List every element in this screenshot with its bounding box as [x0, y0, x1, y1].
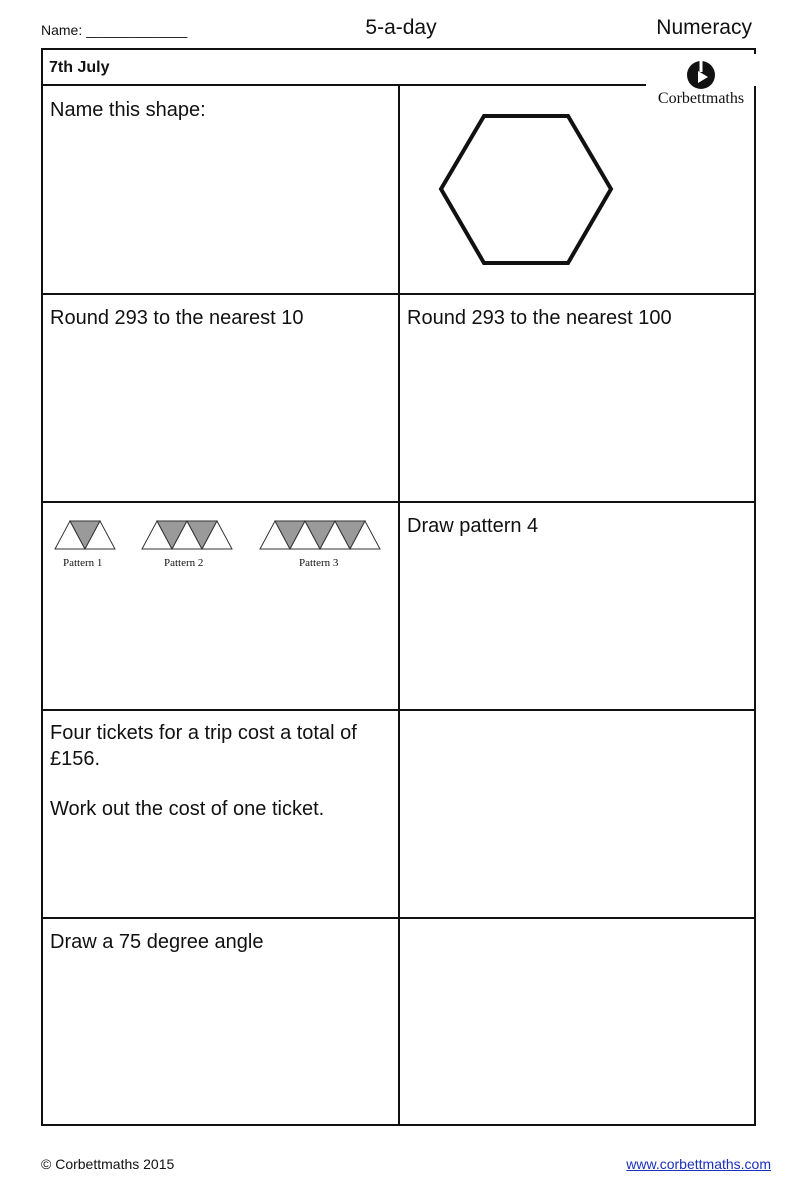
worksheet-title: 5-a-day [365, 16, 437, 39]
pattern-1-label: Pattern 1 [63, 557, 103, 569]
hexagon-shape [430, 107, 622, 273]
name-field-label: Name: _____________ [41, 22, 188, 38]
pattern-1-triangles [55, 521, 115, 549]
grid-divider-row-2 [41, 501, 756, 503]
question-ticket-cost [50, 720, 390, 822]
triangle-patterns [50, 517, 390, 553]
copyright-text: © Corbettmaths 2015 [41, 1156, 175, 1172]
website-link[interactable]: www.corbettmaths.com [626, 1156, 771, 1172]
question-ticket-cost-line-2: Work out the cost of one ticket. [50, 798, 325, 820]
pattern-3-label: Pattern 3 [299, 557, 339, 569]
date-label: 7th July [49, 59, 110, 76]
question-name-shape: Name this shape: [50, 99, 206, 121]
question-draw-angle: Draw a 75 degree angle [50, 931, 264, 953]
question-ticket-cost-line-1: Four tickets for a trip cost a total of £156. [50, 722, 357, 770]
grid-divider-row-4 [41, 917, 756, 919]
pattern-2-triangles [142, 521, 232, 549]
pattern-3-triangles [260, 521, 380, 549]
grid-divider-row-1 [41, 293, 756, 295]
question-round-100: Round 293 to the nearest 100 [407, 307, 672, 329]
pattern-2-label: Pattern 2 [164, 557, 204, 569]
grid-divider-vertical [398, 86, 400, 1126]
logo-text: Corbettmaths [657, 90, 745, 107]
question-draw-pattern-4: Draw pattern 4 [407, 515, 539, 537]
grid-divider-row-3 [41, 709, 756, 711]
question-round-10: Round 293 to the nearest 10 [50, 307, 304, 329]
subject-label: Numeracy [656, 16, 752, 39]
